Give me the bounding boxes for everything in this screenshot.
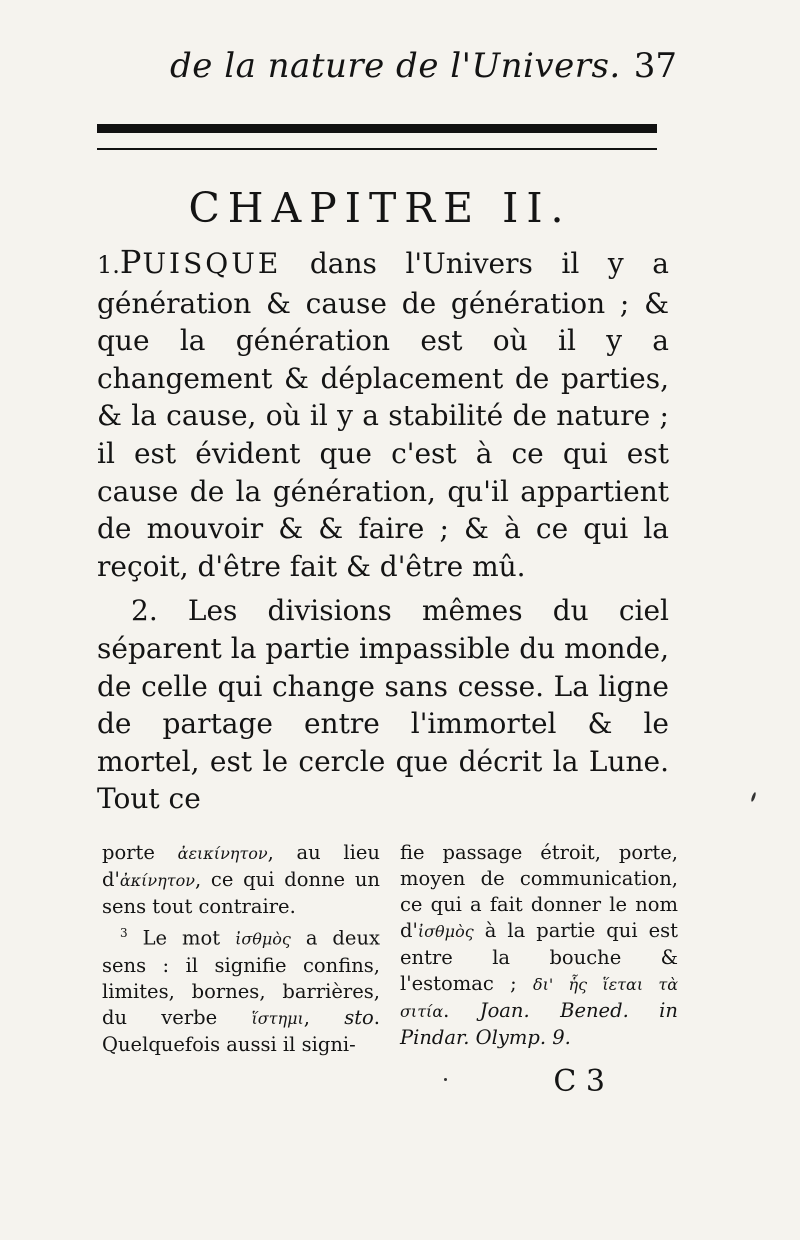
header-rule-thin <box>97 148 657 150</box>
chapter-title: CHAPITRE II. <box>188 184 572 232</box>
footnote-3-continued: fie passage étroit, porte, moyen de communication, ce qui a fait donner le nom d'ἰσθμὸς à la partie qui est entre la bouche & l'estomac ; δι' ἧς ἵεται τὰ σιτία. Joan. Bened. in Pindar. Olymp. 9. <box>400 841 678 1049</box>
initial-word-rest: UISQUE <box>142 247 282 280</box>
greek-word: ἀεικίνητον <box>177 844 268 863</box>
footnotes <box>102 840 682 1060</box>
drop-initial: P <box>119 243 143 281</box>
greek-word: ἀκίνητον <box>119 871 195 890</box>
page-speck <box>444 1078 447 1081</box>
paragraph-number: 1. <box>97 251 120 279</box>
citation: Joan. Bened. in Pindar. Olymp. 9. <box>400 999 678 1049</box>
page-number: 37 <box>633 46 677 86</box>
paragraph-2: 2. Les divisions mêmes du ciel séparent la partie impassible du monde, de celle qui change sans cesse. La ligne de partage entre l'immortel & le mortel, est le cercle que décrit la Lune. Tout ce <box>97 594 669 816</box>
footnote-column-left <box>102 840 380 1058</box>
greek-word: ἵστημι <box>251 1008 304 1028</box>
running-title: de la nature de l'Univers. <box>170 46 621 86</box>
header-rule-thick <box>97 124 657 133</box>
footnote-continuation: porte ἀεικίνητον, au lieu d'ἀκίνητον, ce qui donne un sens tout contraire. <box>102 841 380 918</box>
greek-word: ἰσθμὸς <box>235 929 291 949</box>
signature-mark: C 3 <box>553 1064 605 1099</box>
paragraph-1 <box>97 244 669 585</box>
paragraph-1-text: dans l'Univers il y a génération & cause de génération ; & que la génération est où il y a changement & déplacement de parties, & la cause, où il y a stabilité de nature ; il est évident que c'est à ce qui est cause de la génération, qu'il appartient de mouvoir & & faire ; & à ce qui la reçoit, d'être fait & d'être mû. <box>97 247 669 583</box>
page-header <box>170 46 677 96</box>
footnote-marker: 3 <box>120 926 128 940</box>
footnote-column-right <box>400 840 678 1051</box>
main-text <box>97 244 669 818</box>
footnote-3: $^3$ Le mot ἰσθμὸς a deux sens : il signifie confins, limites, bornes, barrières, du verbe ἵστημι, sto. Quelquefois aussi il signi- <box>102 926 380 1056</box>
greek-phrase: δι' ἧς ἵεται τὰ σιτία <box>400 975 678 1021</box>
latin-word: sto <box>344 1005 374 1029</box>
greek-word: ἰσθμὸς <box>417 922 474 941</box>
page-speck <box>750 792 756 802</box>
